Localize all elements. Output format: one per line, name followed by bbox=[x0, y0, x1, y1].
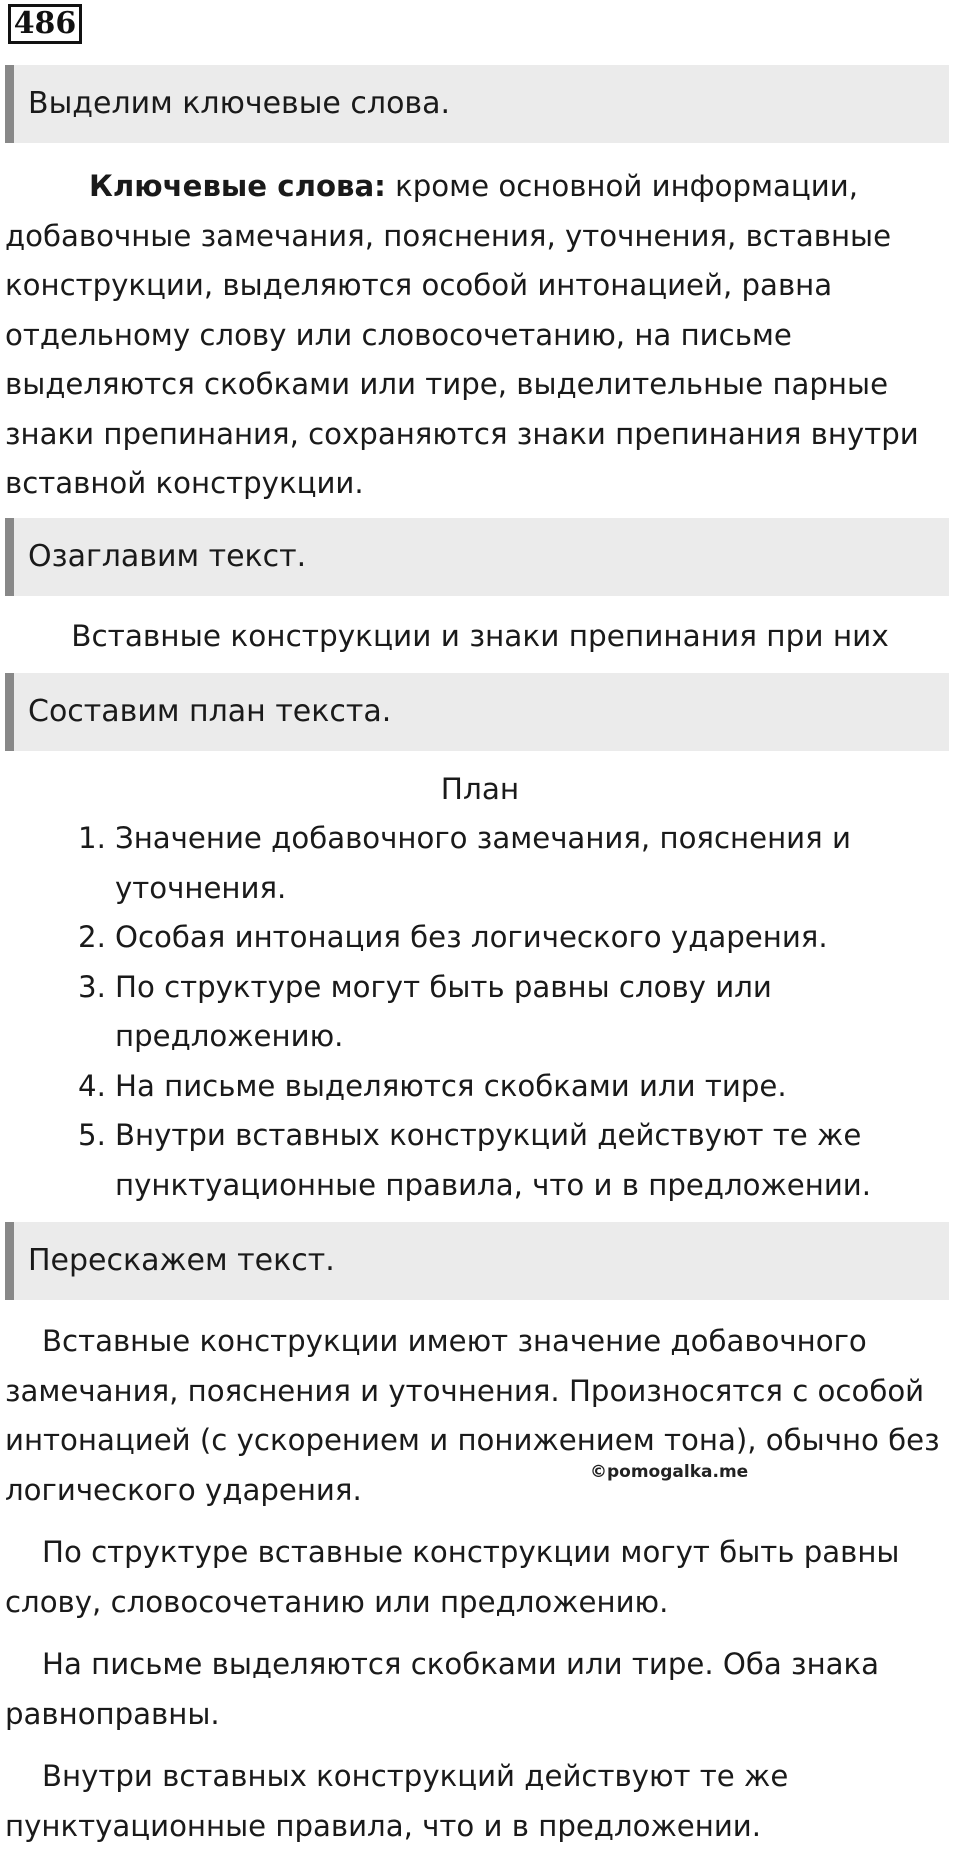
retell-paragraph-text: На письме выделяются скобками или тире. Оба знака равноправны. bbox=[5, 1647, 880, 1731]
section-heading-keywords: Выделим ключевые слова. bbox=[5, 65, 949, 143]
plan-title: План bbox=[440, 772, 520, 806]
plan-item-text: Особая интонация без логического ударения. bbox=[115, 920, 828, 954]
section-heading-retell: Перескажем текст. bbox=[5, 1222, 949, 1300]
retell-paragraph bbox=[5, 1640, 957, 1739]
keywords-label: Ключевые слова: bbox=[89, 169, 386, 203]
retell-paragraph bbox=[5, 1528, 957, 1627]
keywords-paragraph bbox=[5, 162, 955, 509]
plan-item-text: На письме выделяются скобками или тире. bbox=[115, 1068, 787, 1103]
plan-item-text: По структуре могут быть равны слову или предложению. bbox=[115, 969, 772, 1053]
text-title: Вставные конструкции и знаки препинания при них bbox=[71, 619, 889, 653]
plan-item-number: 4. bbox=[78, 1068, 106, 1103]
plan-item-text: Внутри вставных конструкций действуют те же пунктуационные правила, что и в предложении. bbox=[115, 1118, 872, 1202]
plan-item bbox=[78, 1111, 938, 1210]
section-heading-plan: Составим план текста. bbox=[5, 673, 949, 751]
section-heading-title: Озаглавим текст. bbox=[5, 518, 949, 596]
plan-item bbox=[78, 1062, 938, 1112]
watermark: ©pomogalka.me bbox=[590, 1462, 749, 1482]
retell-paragraph bbox=[5, 1752, 957, 1851]
plan-item-text: Значение добавочного замечания, пояснения и уточнения. bbox=[115, 821, 851, 905]
keywords-text: кроме основной информации, добавочные замечания, пояснения, уточнения, вставные конструкции, выделяются особой интонацией, равна отдельному слову или словосочетанию, на письме выделяются скобками или тире, выделительные парные знаки препинания, сохраняются знаки препинания внутри вставной конструкции. bbox=[5, 169, 919, 500]
plan-item-number: 2. bbox=[78, 920, 106, 954]
exercise-number: 486 bbox=[8, 4, 82, 44]
plan-item-number: 3. bbox=[78, 969, 106, 1004]
retell-paragraph bbox=[5, 1317, 957, 1515]
plan-item bbox=[78, 814, 938, 913]
plan-item bbox=[78, 963, 938, 1062]
retell-paragraph-text: Внутри вставных конструкций действуют те же пунктуационные правила, что и в предложении. bbox=[5, 1759, 789, 1843]
plan-list bbox=[78, 814, 938, 1210]
retell-paragraph-text: Вставные конструкции имеют значение добавочного замечания, пояснения и уточнения. Произносятся с особой интонацией (с ускорением и понижением тона), обычно без логического ударения. bbox=[5, 1324, 940, 1507]
plan-item-number: 1. bbox=[78, 821, 106, 855]
plan-item bbox=[78, 913, 938, 963]
retell-paragraph-text: По структуре вставные конструкции могут быть равны слову, словосочетанию или предложению. bbox=[5, 1535, 900, 1619]
plan-item-number: 5. bbox=[78, 1118, 106, 1152]
